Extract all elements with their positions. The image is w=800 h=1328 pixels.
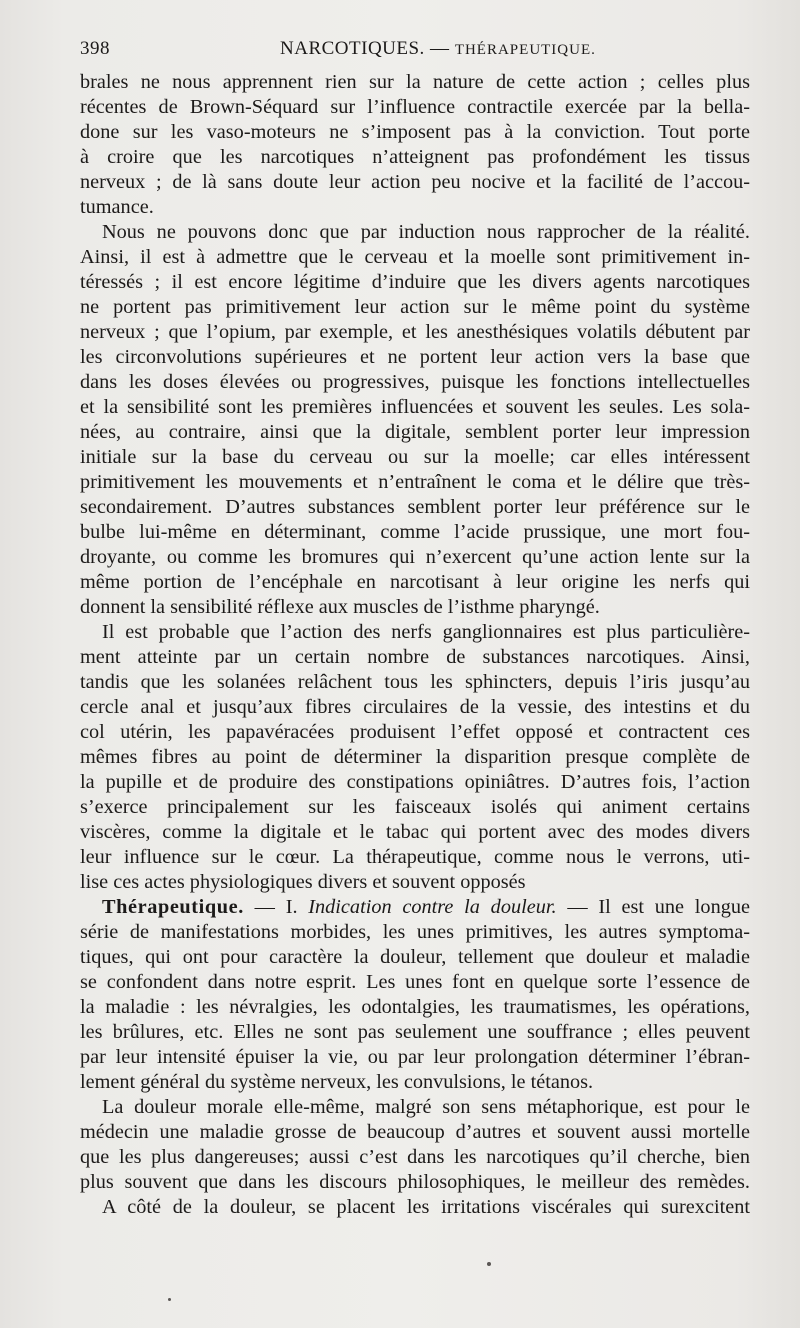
text-line: mêmes fibres au point de déterminer la disparition presque complète de: [80, 746, 750, 768]
text-line: col utérin, les papavéracées produisent l’effet opposé et contractent ces: [80, 721, 750, 743]
text-line: se confondent dans notre esprit. Les unes font en quelque sorte l’essence de: [80, 971, 750, 993]
running-title: [280, 38, 596, 60]
text-line: nerveux ; de là sans doute leur action peu nocive et la facilité de l’accou-: [80, 171, 750, 193]
text-line: dans les doses élevées ou progressives, puisque les fonctions intellectuelles: [80, 371, 750, 393]
text-line: téressés ; il est encore légitime d’induire que les divers agents narcotiques: [80, 271, 750, 293]
text-line: secondairement. D’autres substances semblent porter leur préférence sur le: [80, 496, 750, 518]
text-line: même portion de l’encéphale en narcotisant à leur origine les nerfs qui: [80, 571, 750, 593]
text-line: tiques, qui ont pour caractère la douleur, tellement que douleur et maladie: [80, 946, 750, 968]
running-title-main: NARCOTIQUES. —: [280, 38, 455, 59]
text-line: ne portent pas primitivement leur action sur le même point du système: [80, 296, 750, 318]
text-line: ment atteinte par un certain nombre de substances narcotiques. Ainsi,: [80, 646, 750, 668]
text-line: Il est probable que l’action des nerfs ganglionnaires est plus particulière-: [102, 621, 750, 643]
text-line: nées, au contraire, ainsi que la digitale, semblent porter leur impression: [80, 421, 750, 443]
text-line: Ainsi, il est à admettre que le cerveau et la moelle sont primitivement in-: [80, 246, 750, 268]
text-line: lise ces actes physiologiques divers et souvent opposés: [80, 871, 526, 893]
page-number: 398: [80, 38, 110, 59]
text-line: récentes de Brown-Séquard sur l’influence contractile exercée par la bella-: [80, 96, 750, 118]
paragraph-therapeutique: [80, 895, 750, 1095]
text-line: droyante, ou comme les bromures qui n’exercent qu’une action lente sur la: [80, 546, 750, 568]
paragraph-1: [80, 70, 750, 220]
ink-speck: [487, 1262, 491, 1266]
text-line: à croire que les narcotiques n’atteignent pas profondément les tissus: [80, 146, 750, 168]
heading-line-rest: — Il est une longue: [556, 896, 750, 918]
running-title-sub: THÉRAPEUTIQUE.: [454, 42, 596, 58]
text-line: série de manifestations morbides, les unes primitives, les autres symptoma-: [80, 921, 750, 943]
text-line: donnent la sensibilité réflexe aux muscles de l’isthme pharyngé.: [80, 596, 600, 618]
text-line: les brûlures, etc. Elles ne sont pas seulement une souffrance ; elles peuvent: [80, 1021, 750, 1043]
text-line: nerveux ; que l’opium, par exemple, et les anesthésiques volatils débutent par: [80, 321, 750, 343]
text-line: primitivement les mouvements et n’entraînent le coma et le délire que très-: [80, 471, 750, 493]
text-line: A côté de la douleur, se placent les irritations viscérales qui surexcitent: [102, 1196, 750, 1218]
text-line: les circonvolutions supérieures et ne portent leur action vers la base que: [80, 346, 750, 368]
text-line: Nous ne pouvons donc que par induction nous rapprocher de la réalité.: [102, 221, 750, 243]
body-text: [80, 70, 750, 1220]
text-line: par leur intensité épuiser la vie, ou par leur prolongation déterminer l’ébran-: [80, 1046, 750, 1068]
indication-title: Indication contre la douleur.: [308, 896, 557, 918]
text-line: tumance.: [80, 196, 154, 218]
paragraph-2: [80, 220, 750, 620]
paragraph-5: [80, 1095, 750, 1220]
text-line: s’exerce principalement sur les faisceaux isolés qui animent certains: [80, 796, 750, 818]
running-header: [80, 38, 750, 64]
ink-speck: [168, 1298, 171, 1301]
text-line: cercle anal et jusqu’aux fibres circulaires de la vessie, des intestins et du: [80, 696, 750, 718]
text-line: initiale sur la base du cerveau ou sur la moelle; car elles intéressent: [80, 446, 750, 468]
text-line: la pupille et de produire des constipations opiniâtres. D’autres fois, l’action: [80, 771, 750, 793]
text-line: done sur les vaso-moteurs ne s’imposent pas à la conviction. Tout porte: [80, 121, 750, 143]
text-line: la maladie : les névralgies, les odontalgies, les traumatismes, les opérations,: [80, 996, 750, 1018]
text-line: et la sensibilité sont les premières influencées et souvent les seules. Les sola-: [80, 396, 750, 418]
text-line: viscères, comme la digitale et le tabac qui portent avec des modes divers: [80, 821, 750, 843]
heading-numbering: — I.: [243, 896, 309, 918]
text-line: médecin une maladie grosse de beaucoup d’autres et souvent aussi mortelle: [80, 1121, 750, 1143]
section-heading: Thérapeutique.: [102, 896, 244, 918]
text-line: bulbe lui-même en déterminant, comme l’acide prussique, une mort fou-: [80, 521, 750, 543]
text-line: La douleur morale elle-même, malgré son sens métaphorique, est pour le: [102, 1096, 750, 1118]
text-line: leur influence sur le cœur. La thérapeutique, comme nous le verrons, uti-: [80, 846, 750, 868]
text-line: brales ne nous apprennent rien sur la nature de cette action ; celles plus: [80, 71, 750, 93]
section-heading-line: [80, 895, 750, 920]
text-line: que les plus dangereuses; aussi c’est dans les narcotiques qu’il cherche, bien: [80, 1146, 750, 1168]
text-line: lement général du système nerveux, les convulsions, le tétanos.: [80, 1071, 594, 1093]
text-line: plus souvent que dans les discours philosophiques, le meilleur des remèdes.: [80, 1171, 750, 1193]
text-line: tandis que les solanées relâchent tous les sphincters, depuis l’iris jusqu’au: [80, 671, 750, 693]
paragraph-3: [80, 620, 750, 895]
